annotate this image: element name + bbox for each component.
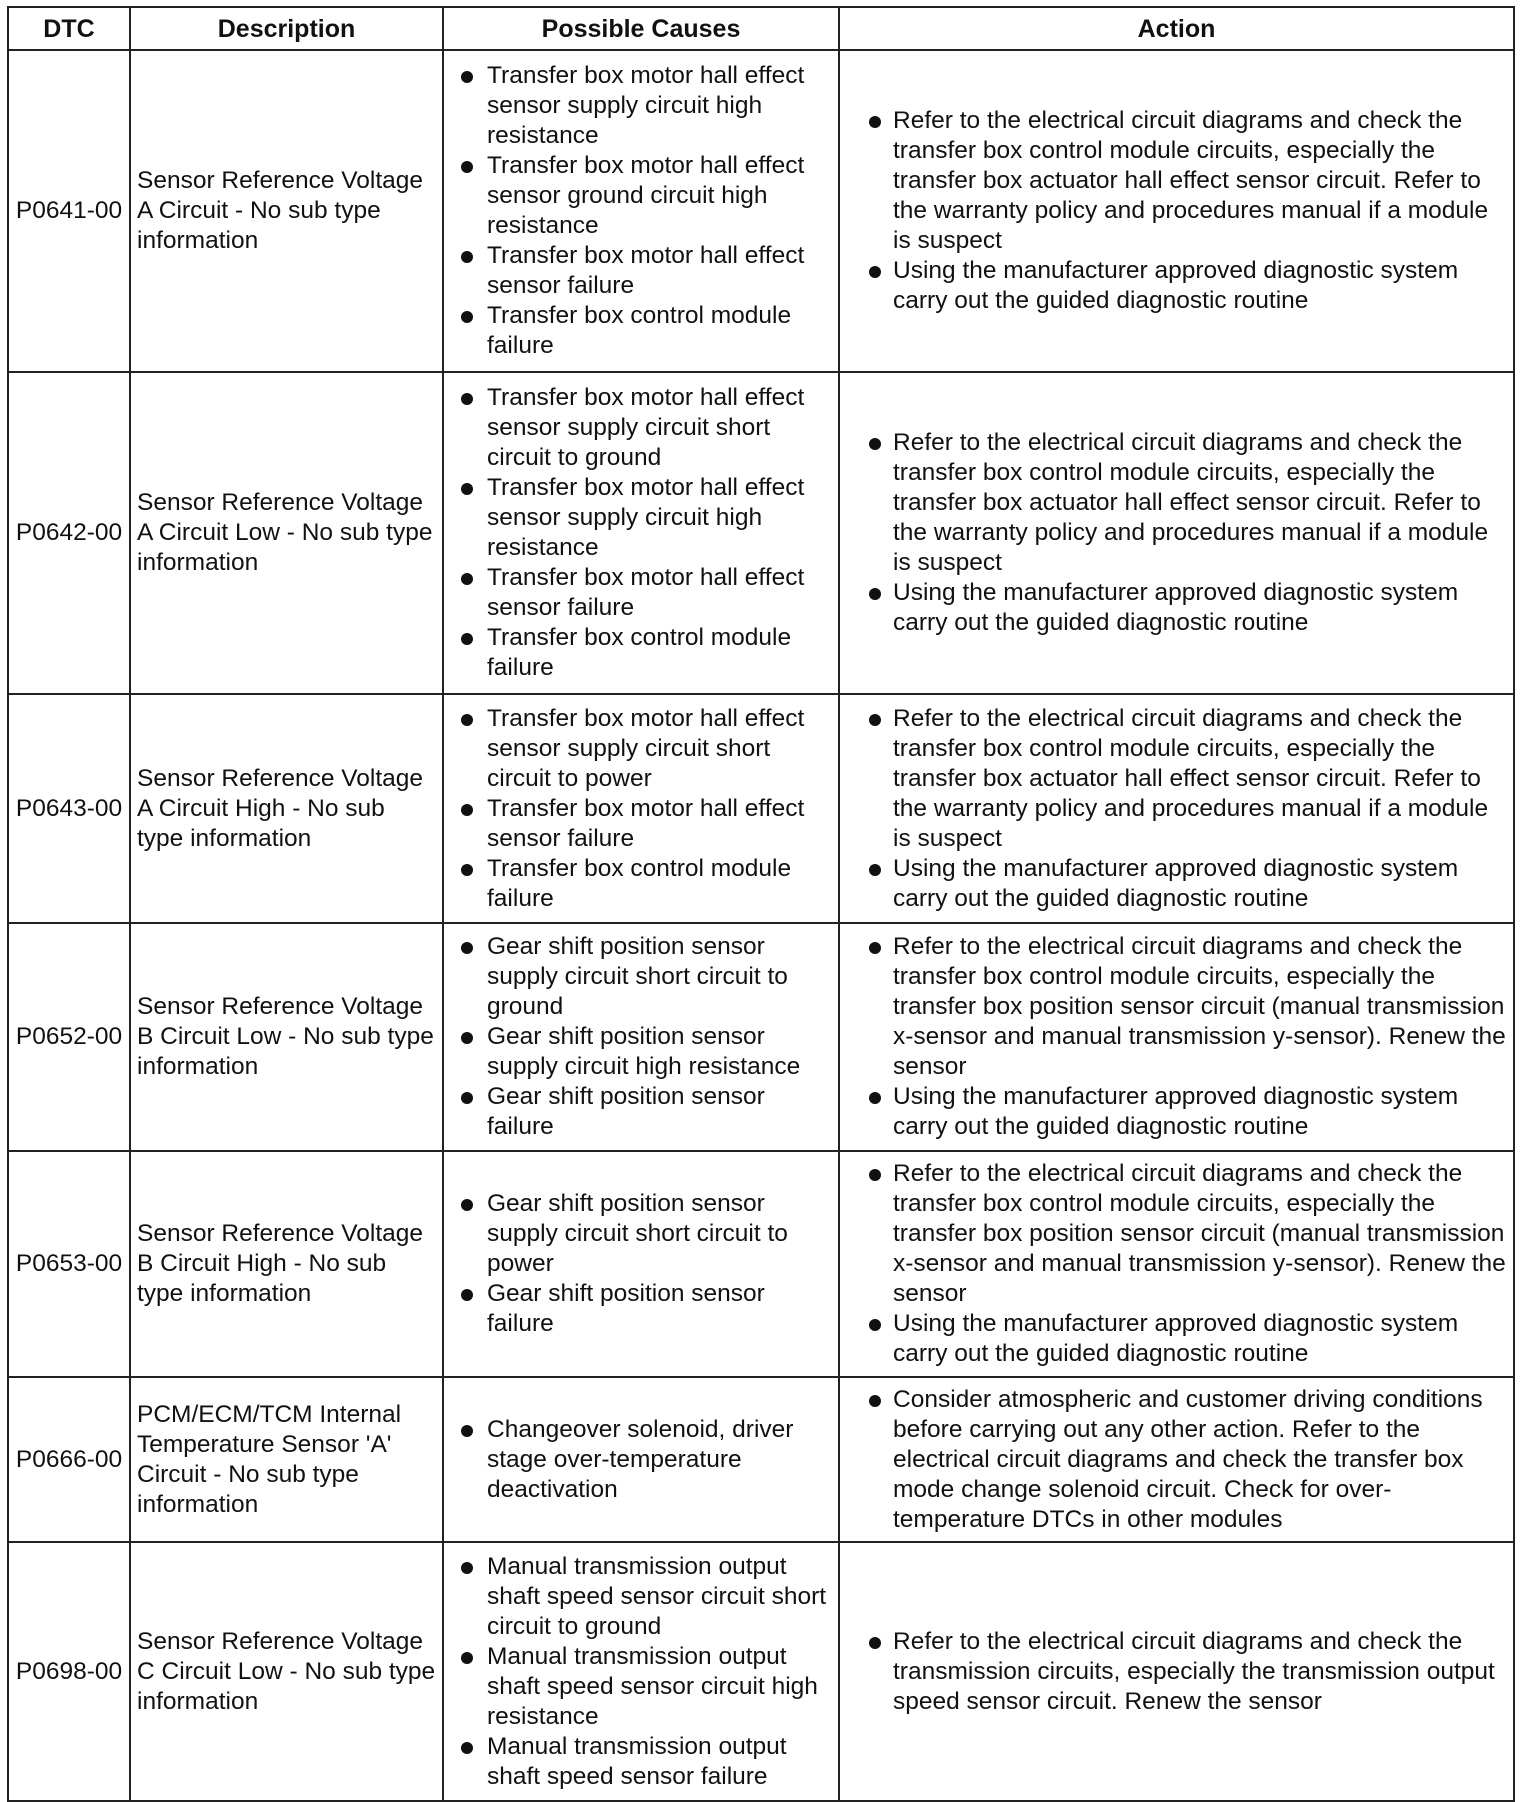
action-item: Refer to the electrical circuit diagrams and check the transfer box control module circuits, especially the transfer box actuator hall effect sensor circuit. Refer to the warranty policy and procedures manual if a module is suspect <box>846 704 1507 854</box>
header-dtc: DTC <box>8 7 130 50</box>
possible-causes-cell <box>443 1151 839 1377</box>
header-row <box>8 7 1514 50</box>
dtc-description: Sensor Reference Voltage A Circuit High - No sub type information <box>130 694 443 923</box>
cause-item: Transfer box motor hall effect sensor failure <box>450 794 832 854</box>
action-cell <box>839 372 1514 694</box>
action-item: Using the manufacturer approved diagnostic system carry out the guided diagnostic routine <box>846 256 1507 316</box>
cause-item: Manual transmission output shaft speed sensor circuit short circuit to ground <box>450 1552 832 1642</box>
dtc-code: P0641-00 <box>8 50 130 372</box>
dtc-description: Sensor Reference Voltage B Circuit Low - No sub type information <box>130 923 443 1151</box>
cause-item: Changeover solenoid, driver stage over-temperature deactivation <box>450 1415 832 1505</box>
action-item: Refer to the electrical circuit diagrams and check the transfer box control module circuits, especially the transfer box actuator hall effect sensor circuit. Refer to the warranty policy and procedures manual if a module is suspect <box>846 428 1507 578</box>
dtc-code: P0652-00 <box>8 923 130 1151</box>
cause-item: Transfer box motor hall effect sensor failure <box>450 563 832 623</box>
cause-item: Transfer box motor hall effect sensor supply circuit short circuit to power <box>450 704 832 794</box>
dtc-table <box>7 6 1515 1802</box>
possible-causes-cell <box>443 923 839 1151</box>
cause-item: Transfer box control module failure <box>450 301 832 361</box>
table-row <box>8 694 1514 923</box>
cause-item: Gear shift position sensor supply circuit short circuit to power <box>450 1189 832 1279</box>
action-cell <box>839 1377 1514 1542</box>
action-cell <box>839 1151 1514 1377</box>
dtc-description: Sensor Reference Voltage A Circuit Low - No sub type information <box>130 372 443 694</box>
dtc-description: Sensor Reference Voltage A Circuit - No sub type information <box>130 50 443 372</box>
dtc-description: PCM/ECM/TCM Internal Temperature Sensor 'A' Circuit - No sub type information <box>130 1377 443 1542</box>
action-cell <box>839 1542 1514 1801</box>
action-item: Refer to the electrical circuit diagrams and check the transfer box control module circuits, especially the transfer box actuator hall effect sensor circuit. Refer to the warranty policy and procedures manual if a module is suspect <box>846 106 1507 256</box>
dtc-code: P0653-00 <box>8 1151 130 1377</box>
action-cell <box>839 50 1514 372</box>
action-cell <box>839 923 1514 1151</box>
action-item: Using the manufacturer approved diagnostic system carry out the guided diagnostic routine <box>846 1309 1507 1369</box>
dtc-code: P0642-00 <box>8 372 130 694</box>
cause-item: Transfer box motor hall effect sensor supply circuit short circuit to ground <box>450 383 832 473</box>
cause-item: Gear shift position sensor failure <box>450 1082 832 1142</box>
action-item: Refer to the electrical circuit diagrams and check the transfer box control module circuits, especially the transfer box position sensor circuit (manual transmission x-sensor and manual transmission y-sensor). Renew the sensor <box>846 1159 1507 1309</box>
possible-causes-cell <box>443 372 839 694</box>
dtc-description: Sensor Reference Voltage B Circuit High - No sub type information <box>130 1151 443 1377</box>
table-row <box>8 50 1514 372</box>
dtc-description: Sensor Reference Voltage C Circuit Low - No sub type information <box>130 1542 443 1801</box>
action-cell <box>839 694 1514 923</box>
action-item: Refer to the electrical circuit diagrams and check the transmission circuits, especially the transmission output speed sensor circuit. Renew the sensor <box>846 1627 1507 1717</box>
dtc-code: P0643-00 <box>8 694 130 923</box>
table-row <box>8 923 1514 1151</box>
cause-item: Gear shift position sensor failure <box>450 1279 832 1339</box>
table-row <box>8 372 1514 694</box>
possible-causes-cell <box>443 50 839 372</box>
possible-causes-cell <box>443 1542 839 1801</box>
cause-item: Transfer box motor hall effect sensor supply circuit high resistance <box>450 473 832 563</box>
dtc-code: P0698-00 <box>8 1542 130 1801</box>
action-item: Consider atmospheric and customer driving conditions before carrying out any other action. Refer to the electrical circuit diagrams and check the transfer box mode change solenoid circuit. Check for over-temperature DTCs in other modules <box>846 1385 1507 1535</box>
cause-item: Transfer box motor hall effect sensor supply circuit high resistance <box>450 61 832 151</box>
possible-causes-cell <box>443 1377 839 1542</box>
action-item: Using the manufacturer approved diagnostic system carry out the guided diagnostic routine <box>846 1082 1507 1142</box>
cause-item: Transfer box motor hall effect sensor ground circuit high resistance <box>450 151 832 241</box>
action-item: Using the manufacturer approved diagnostic system carry out the guided diagnostic routine <box>846 854 1507 914</box>
dtc-code: P0666-00 <box>8 1377 130 1542</box>
cause-item: Manual transmission output shaft speed sensor failure <box>450 1732 832 1792</box>
header-description: Description <box>130 7 443 50</box>
header-action: Action <box>839 7 1514 50</box>
header-possible-causes: Possible Causes <box>443 7 839 50</box>
cause-item: Manual transmission output shaft speed sensor circuit high resistance <box>450 1642 832 1732</box>
table-row <box>8 1151 1514 1377</box>
action-item: Using the manufacturer approved diagnostic system carry out the guided diagnostic routine <box>846 578 1507 638</box>
table-row <box>8 1377 1514 1542</box>
cause-item: Gear shift position sensor supply circuit short circuit to ground <box>450 932 832 1022</box>
cause-item: Gear shift position sensor supply circuit high resistance <box>450 1022 832 1082</box>
cause-item: Transfer box control module failure <box>450 854 832 914</box>
cause-item: Transfer box control module failure <box>450 623 832 683</box>
table-row <box>8 1542 1514 1801</box>
possible-causes-cell <box>443 694 839 923</box>
cause-item: Transfer box motor hall effect sensor failure <box>450 241 832 301</box>
action-item: Refer to the electrical circuit diagrams and check the transfer box control module circuits, especially the transfer box position sensor circuit (manual transmission x-sensor and manual transmission y-sensor). Renew the sensor <box>846 932 1507 1082</box>
